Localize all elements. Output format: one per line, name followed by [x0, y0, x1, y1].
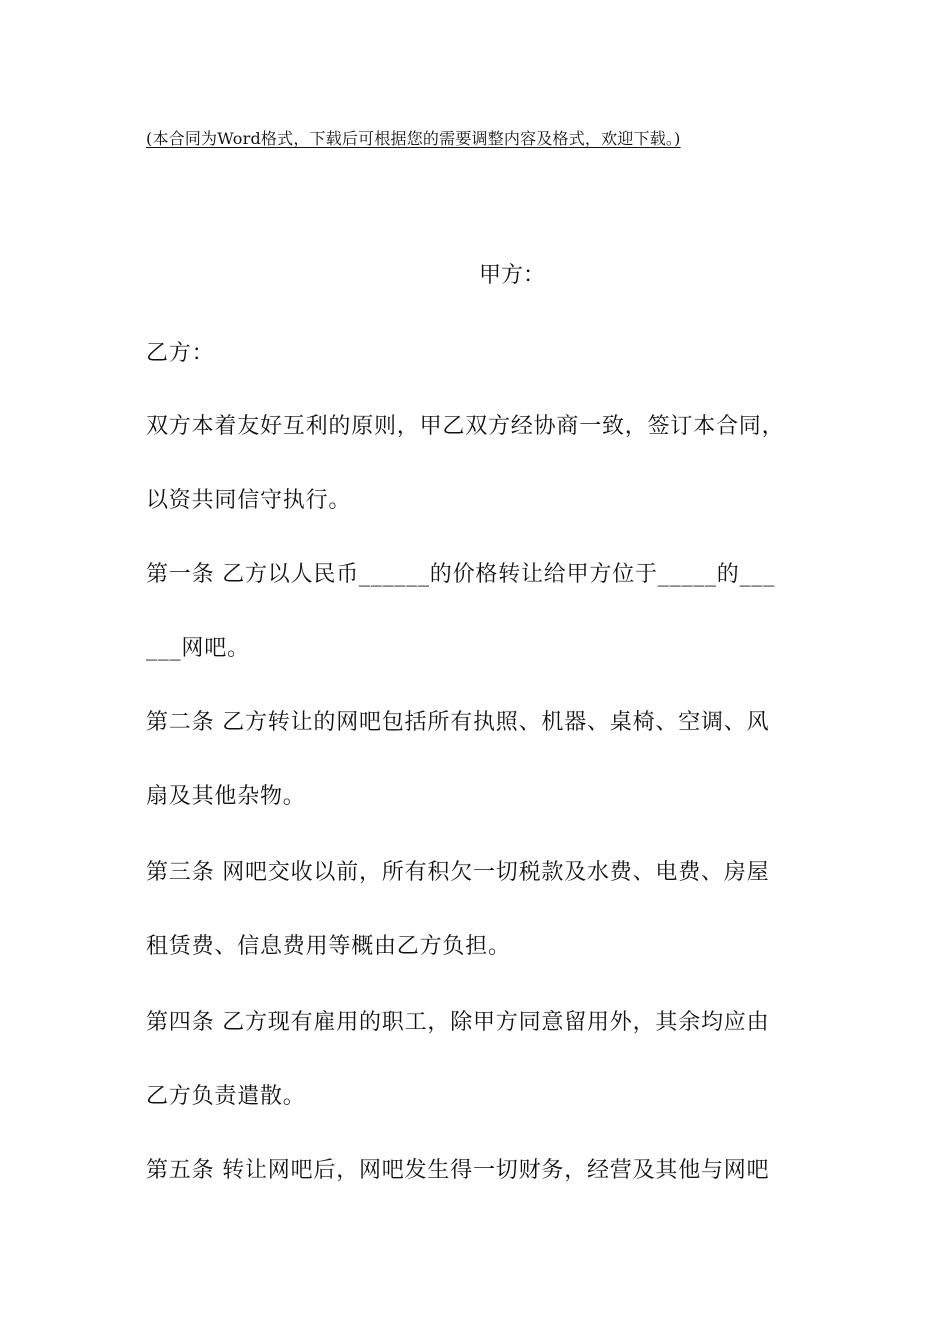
article-3-line-1: 第三条 网吧交收以前，所有积欠一切税款及水费、电费、房屋 — [146, 860, 770, 885]
article-4-line-2: 乙方负责遣散。 — [146, 1084, 306, 1109]
article-3-line-2: 租赁费、信息费用等概由乙方负担。 — [146, 934, 511, 959]
party-b-label: 乙方： — [146, 341, 215, 366]
article-1-line-2: ___网吧。 — [146, 636, 250, 661]
article-2-line-2: 扇及其他杂物。 — [146, 784, 306, 809]
article-5-line-1: 第五条 转让网吧后，网吧发生得一切财务，经营及其他与网吧 — [146, 1158, 770, 1183]
preamble-line-2: 以资共同信守执行。 — [146, 488, 352, 513]
format-notice: (本合同为Word格式，下载后可根据您的需要调整内容及格式，欢迎下载。) — [146, 129, 681, 148]
article-4-line-1: 第四条 乙方现有雇用的职工，除甲方同意留用外，其余均应由 — [146, 1010, 770, 1035]
preamble-line-1: 双方本着友好互利的原则，甲乙双方经协商一致，签订本合同， — [146, 414, 785, 439]
article-1-line-1: 第一条 乙方以人民币______的价格转让给甲方位于_____的___ — [146, 562, 775, 587]
article-2-line-1: 第二条 乙方转让的网吧包括所有执照、机器、桌椅、空调、风 — [146, 710, 770, 735]
party-a-label: 甲方： — [478, 263, 545, 288]
